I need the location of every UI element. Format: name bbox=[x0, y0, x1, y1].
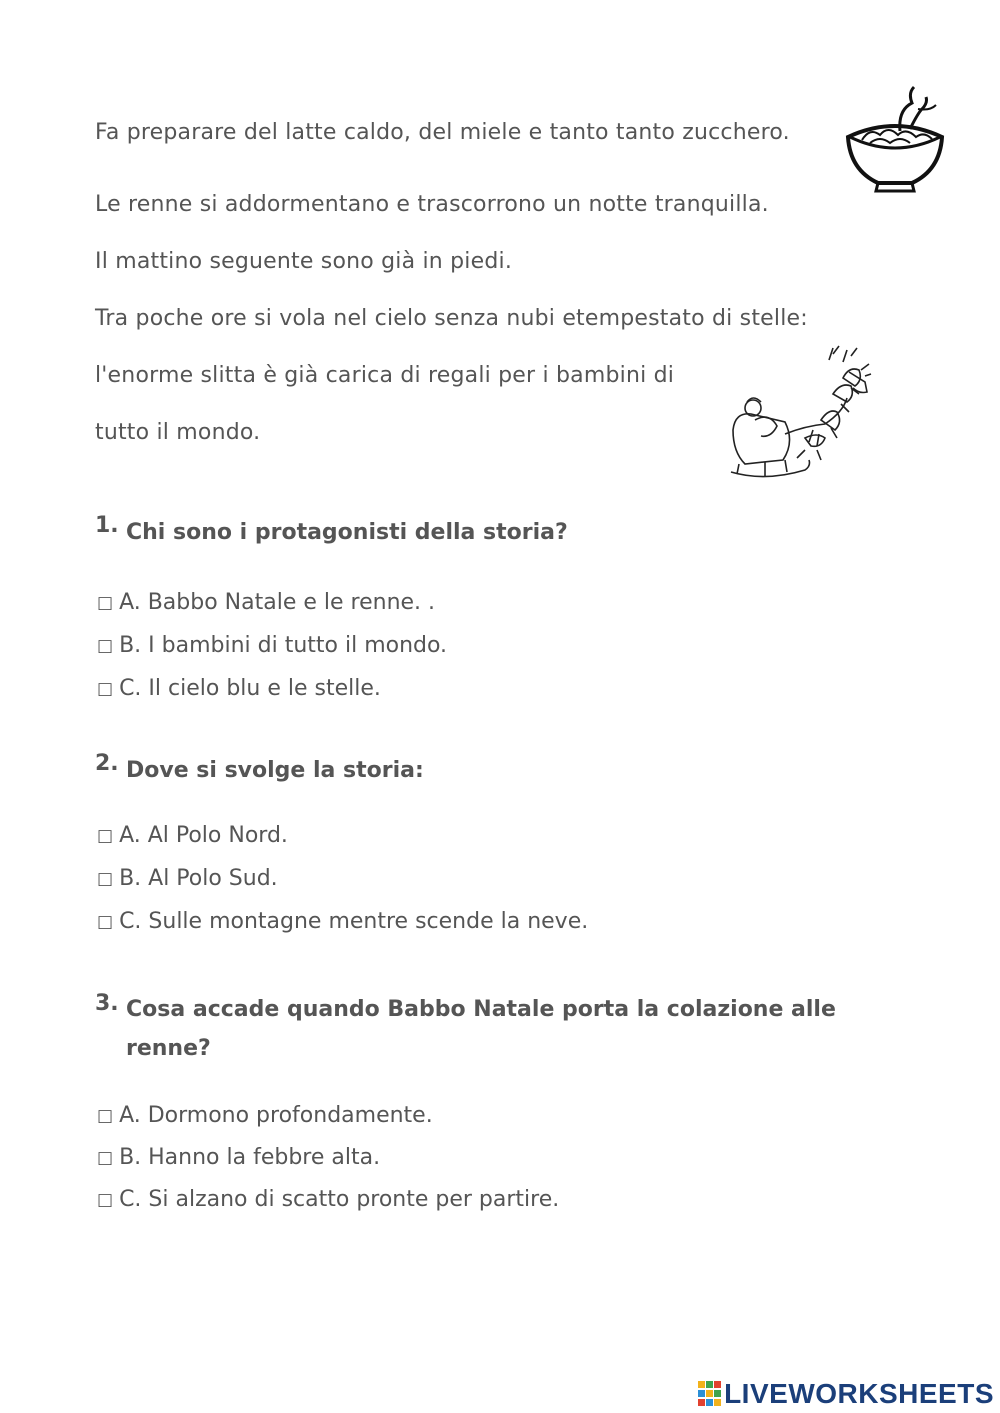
story-line-3: Il mattino seguente sono già in piedi. bbox=[95, 249, 513, 274]
question-text: Chi sono i protagonisti della storia? bbox=[126, 520, 568, 545]
bowl-icon bbox=[840, 85, 950, 197]
brand-name: LIVEWORKSHEETS bbox=[724, 1378, 994, 1409]
checkbox-icon[interactable]: □ bbox=[97, 1190, 114, 1210]
checkbox-icon[interactable]: □ bbox=[97, 1148, 114, 1168]
checkbox-icon[interactable]: □ bbox=[97, 679, 114, 699]
option-label: A. Al Polo Nord. bbox=[119, 823, 288, 848]
q2-option-c[interactable] bbox=[97, 909, 588, 934]
liveworksheets-logo-icon bbox=[698, 1381, 722, 1407]
checkbox-icon[interactable]: □ bbox=[97, 636, 114, 656]
checkbox-icon[interactable]: □ bbox=[97, 1106, 114, 1126]
story-line-5: l'enorme slitta è già carica di regali per i bambini di bbox=[95, 363, 675, 388]
option-label: C. Sulle montagne mentre scende la neve. bbox=[119, 909, 589, 934]
q3-option-c[interactable] bbox=[97, 1187, 559, 1212]
option-label: A. Babbo Natale e le renne. . bbox=[119, 590, 436, 615]
option-label: B. Al Polo Sud. bbox=[119, 866, 278, 891]
option-label: A. Dormono profondamente. bbox=[119, 1103, 433, 1128]
story-line-2: Le renne si addormentano e trascorrono un notte tranquilla. bbox=[95, 192, 769, 217]
option-label: C. Si alzano di scatto pronte per partire. bbox=[119, 1187, 560, 1212]
question-number: 1. bbox=[95, 513, 119, 538]
checkbox-icon[interactable]: □ bbox=[97, 912, 114, 932]
footer-brand[interactable] bbox=[698, 1379, 994, 1409]
story-line-1: Fa preparare del latte caldo, del miele e tanto tanto zucchero. bbox=[95, 120, 790, 145]
q2-option-b[interactable] bbox=[97, 866, 278, 891]
checkbox-icon[interactable]: □ bbox=[97, 869, 114, 889]
option-label: C. Il cielo blu e le stelle. bbox=[119, 676, 381, 701]
checkbox-icon[interactable]: □ bbox=[97, 593, 114, 613]
q3-option-b[interactable] bbox=[97, 1145, 380, 1170]
story-line-4: Tra poche ore si vola nel cielo senza nubi etempestato di stelle: bbox=[95, 306, 808, 331]
q1-option-a[interactable] bbox=[97, 590, 435, 615]
question-number: 2. bbox=[95, 751, 119, 776]
q1-option-b[interactable] bbox=[97, 633, 447, 658]
q2-option-a[interactable] bbox=[97, 823, 288, 848]
question-text: Cosa accade quando Babbo Natale porta la colazione alle renne? bbox=[126, 997, 836, 1061]
question-number: 3. bbox=[95, 991, 119, 1016]
option-label: B. I bambini di tutto il mondo. bbox=[119, 633, 448, 658]
q3-option-a[interactable] bbox=[97, 1103, 433, 1128]
question-text: Dove si svolge la storia: bbox=[126, 758, 424, 783]
story-line-6: tutto il mondo. bbox=[95, 420, 261, 445]
sleigh-reindeer-illustration bbox=[725, 342, 875, 492]
q1-option-c[interactable] bbox=[97, 676, 381, 701]
option-label: B. Hanno la febbre alta. bbox=[119, 1145, 381, 1170]
checkbox-icon[interactable]: □ bbox=[97, 826, 114, 846]
